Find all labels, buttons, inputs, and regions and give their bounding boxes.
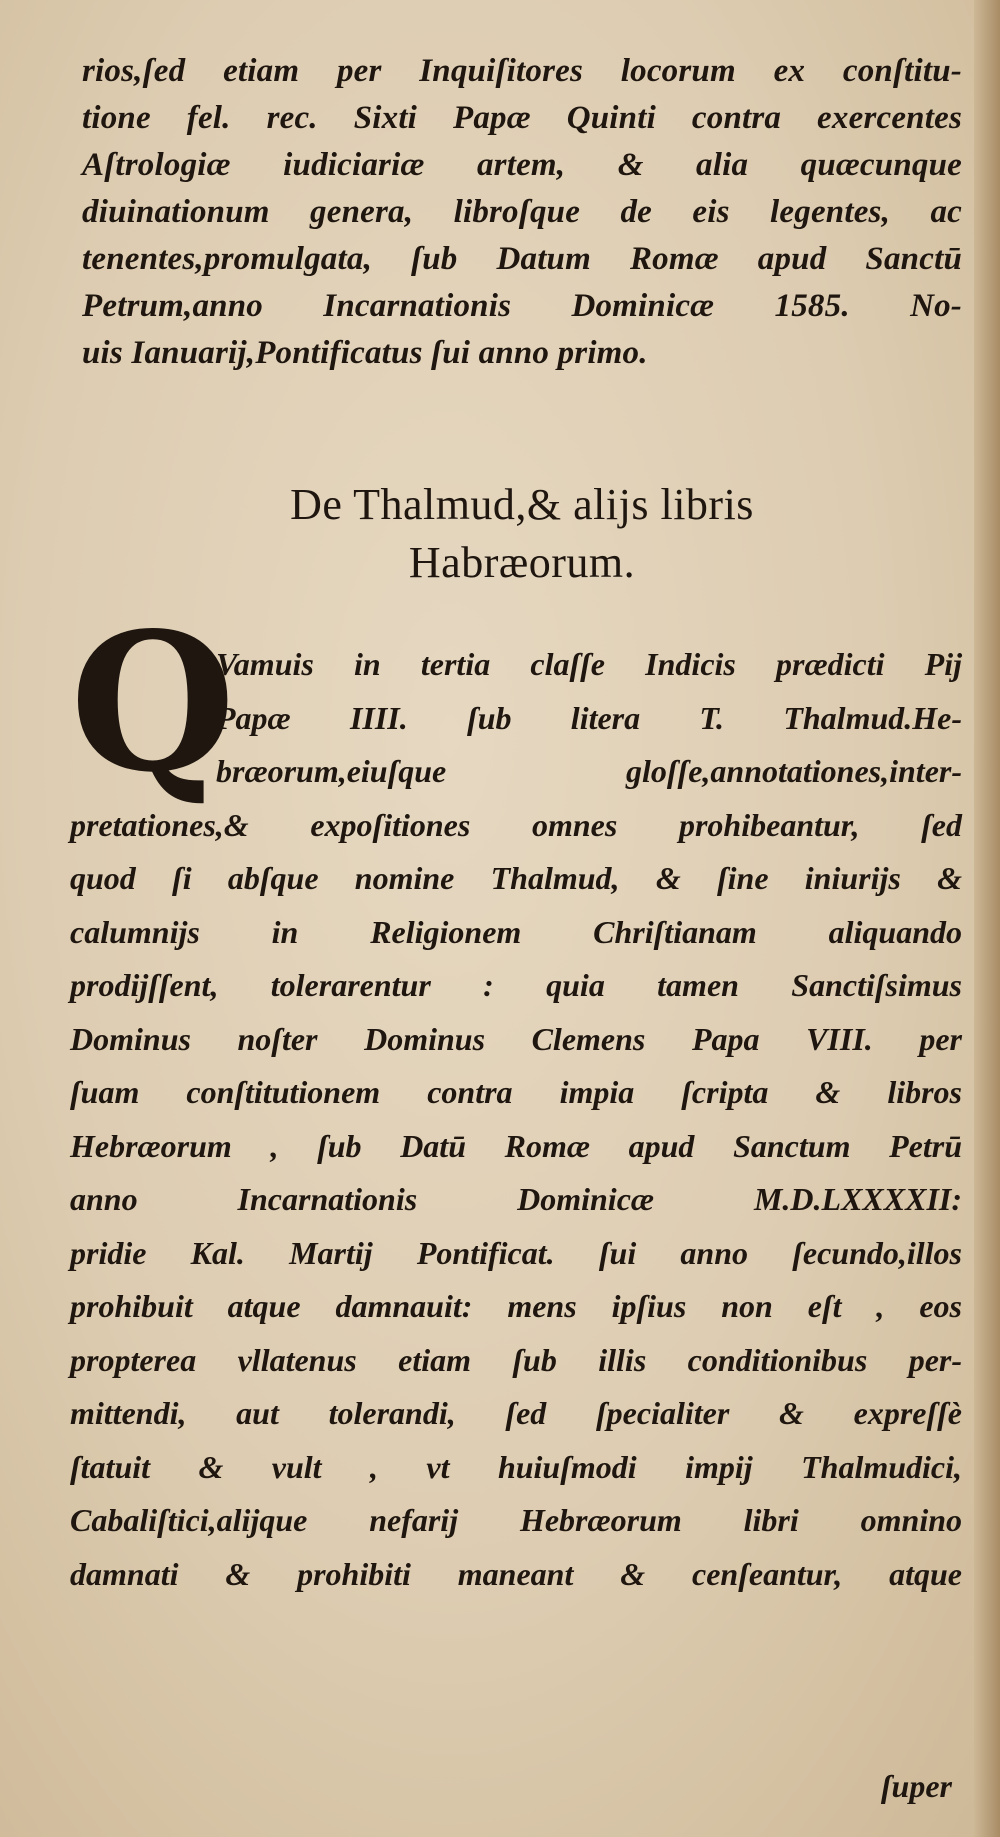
text-line: prodijſſent, tolerarentur : quia tamen Sanctiſsimus [70, 967, 962, 1003]
section-heading [82, 476, 962, 592]
text-line: propterea vllatenus etiam ſub illis conditionibus per- [70, 1341, 962, 1378]
text-line: Vamuis in tertia claſſe Indicis prædicti Pij [216, 646, 962, 682]
drop-cap-lines [216, 638, 962, 799]
text-line: uis Ianuarij,Pontificatus ſui anno primo. [82, 335, 648, 371]
text-line: bræorum,eiuſque gloſſe,annotationes,inter- [216, 753, 962, 789]
text-line: Papæ IIII. ſub litera T. Thalmud.He- [216, 699, 962, 736]
text-line: Aſtrologiæ iudiciariæ artem, & alia quæcunque [82, 147, 962, 183]
text-line: ſtatuit & vult , vt huiuſmodi impij Thalmudici, [70, 1448, 962, 1485]
text-line: pridie Kal. Martij Pontificat. ſui anno ſecundo,illos [70, 1234, 962, 1271]
top-paragraph [82, 48, 962, 377]
heading-line-1: De Thalmud,& alijs libris [290, 480, 754, 529]
text-line: Dominus noſter Dominus Clemens Papa VIII. per [70, 1020, 962, 1057]
text-line: tione fel. rec. Sixti Papæ Quinti contra exercentes [82, 100, 962, 136]
text-line: pretationes,& expoſitiones omnes prohibeantur, ſed [70, 806, 962, 843]
text-line: Hebræorum , ſub Datū Romæ apud Sanctum Petrū [70, 1127, 962, 1164]
text-line: diuinationum genera, libroſque de eis legentes, ac [82, 194, 962, 230]
text-line: rios,ſed etiam per Inquiſitores locorum ex conſtitu- [82, 53, 962, 89]
body-paragraph [70, 591, 962, 1601]
text-line: Petrum,anno Incarnationis Dominicæ 1585. No- [82, 288, 962, 324]
text-line: mittendi, aut tolerandi, ſed ſpecialiter & expreſſè [70, 1395, 962, 1431]
catchword: ſuper [880, 1768, 952, 1804]
heading-line-2: Habræorum. [408, 538, 636, 587]
drop-cap: Q [70, 591, 236, 814]
page-edge-shadow [974, 0, 1000, 1837]
text-line: prohibuit atque damnauit: mens ipſius non eſt , eos [70, 1288, 962, 1324]
text-line: Cabaliſtici,alijque nefarij Hebræorum libri omnino [70, 1502, 962, 1538]
text-line: calumnijs in Religionem Chriſtianam aliquando [70, 913, 962, 950]
text-line: damnati & prohibiti maneant & cenſeantur, atque [70, 1555, 962, 1592]
text-line: ſuam conſtitutionem contra impia ſcripta & libros [70, 1074, 962, 1110]
text-line: quod ſi abſque nomine Thalmud, & ſine iniurijs & [70, 860, 962, 896]
text-line: tenentes,promulgata, ſub Datum Romæ apud Sanctū [82, 241, 962, 277]
text-line: anno Incarnationis Dominicæ M.D.LXXXXII: [70, 1181, 962, 1217]
